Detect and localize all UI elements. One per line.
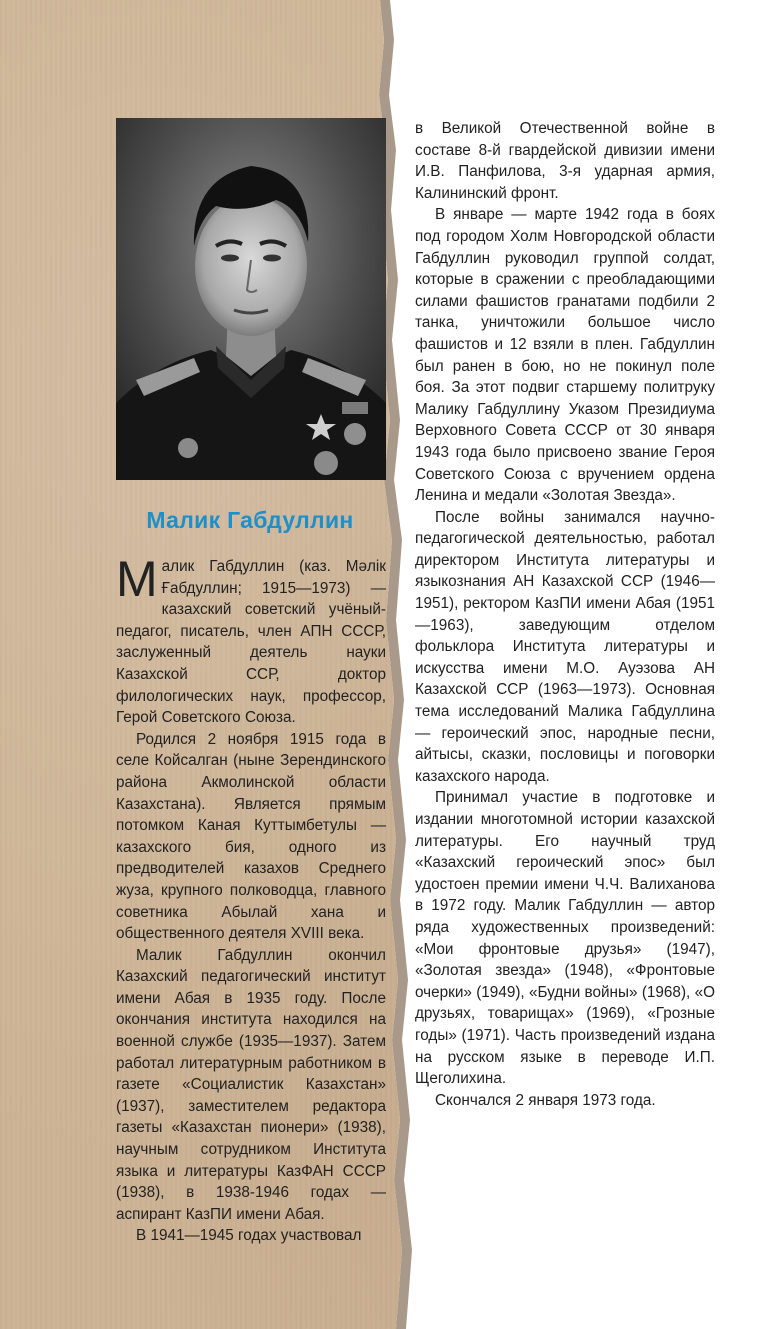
article-title: Малик Габдуллин xyxy=(146,507,354,533)
paragraph: Принимал участие в подготовке и издании многотомной истории казахской литературы. Его научный труд «Казахский героический эпос» был удостоен премии имени Ч.Ч. Валиханова в 1972 году. Малик Габдуллин — автор ряда художественных произведений: «Мои фронтовые друзья» (1947), «Золотая звезда» (1948), «Фронтовые очерки» (1949), «Будни войны» (1968), «О друзьях, товарищах» (1969), «Грозные годы» (1971). Часть произведений издана на русском языке в переводе И.П. Щеголихина. xyxy=(415,789,715,1088)
paragraph: Малик Габдуллин окончил Казахский педагогический институт имени Абая в 1935 году. После окончания института находился на военной службе (1935—1937). Затем работал литературным работником в газете «Социалистик Казахстан» (1937), заместителем редактора газеты «Казахстан пионери» (1938), научным сотрудником Института языка и литературы КазФАН СССР (1938), в 1938-1946 годах — аспирант КазПИ имени Абая. xyxy=(116,946,386,1223)
paragraph xyxy=(116,551,386,729)
left-text-column xyxy=(116,551,386,1247)
paragraph: Родился 2 ноября 1915 года в селе Койсалган (ныне Зерендинского района Акмолинской области Казахстана). Является прямым потомком Каная Куттымбетулы — казахского бия, одного из предводителей казахов Среднего жуза, крупного полководца, главного советника Абылай хана и общественного деятеля XVIII века. xyxy=(116,730,386,943)
paragraph: в Великой Отечественной войне в составе 8-й гвардейской дивизии имени И.В. Панфилова, 3-я ударная армия, Калининский фронт. xyxy=(415,120,715,202)
paragraph: В 1941—1945 годах участвовал xyxy=(136,1227,362,1245)
paragraph: В январе — марте 1942 года в боях под городом Холм Новгородской области Габдуллин руководил группой солдат, которые в сражении с преобладающими силами фашистов гранатами подбили 2 танка, уничтожили большое число фашистов и 12 взяли в плен. Габдуллин был ранен в бою, но не покинул поле боя. За этот подвиг старшему политруку Малику Габдуллину Указом Президиума Верховного Совета СССР от 30 января 1943 года было присвоено звание Героя Советского Союза с вручением ордена Ленина и медали «Золотая Звезда». xyxy=(415,206,715,505)
paragraph: Скончался 2 января 1973 года. xyxy=(435,1091,656,1109)
paragraph-text: алик Габдуллин (каз. Мәлік Ғабдуллин; 1915—1973) — казахский советский учёный-педагог, писатель, член АПН СССР, заслуженный деятель науки Казахской ССР, доктор филологических наук, профессор, Герой Советского Союза. xyxy=(116,558,386,727)
right-text-column xyxy=(415,118,715,1111)
portrait-photo xyxy=(116,118,386,480)
drop-cap-letter: М xyxy=(116,551,158,607)
paragraph: После войны занимался научно-педагогической деятельностью, работал директором Института литературы и языкознания АН Казахской ССР (1946—1951), ректором КазПИ имени Абая (1951—1963), заведующим отделом фольклора Института литературы и искусства имени М.О. Ауэзова АН Казахской ССР (1963—1973). Основная тема исследований Малика Габдуллина — героический эпос, народные песни, айтысы, сказки, пословицы и поговорки казахского народа. xyxy=(415,508,715,785)
